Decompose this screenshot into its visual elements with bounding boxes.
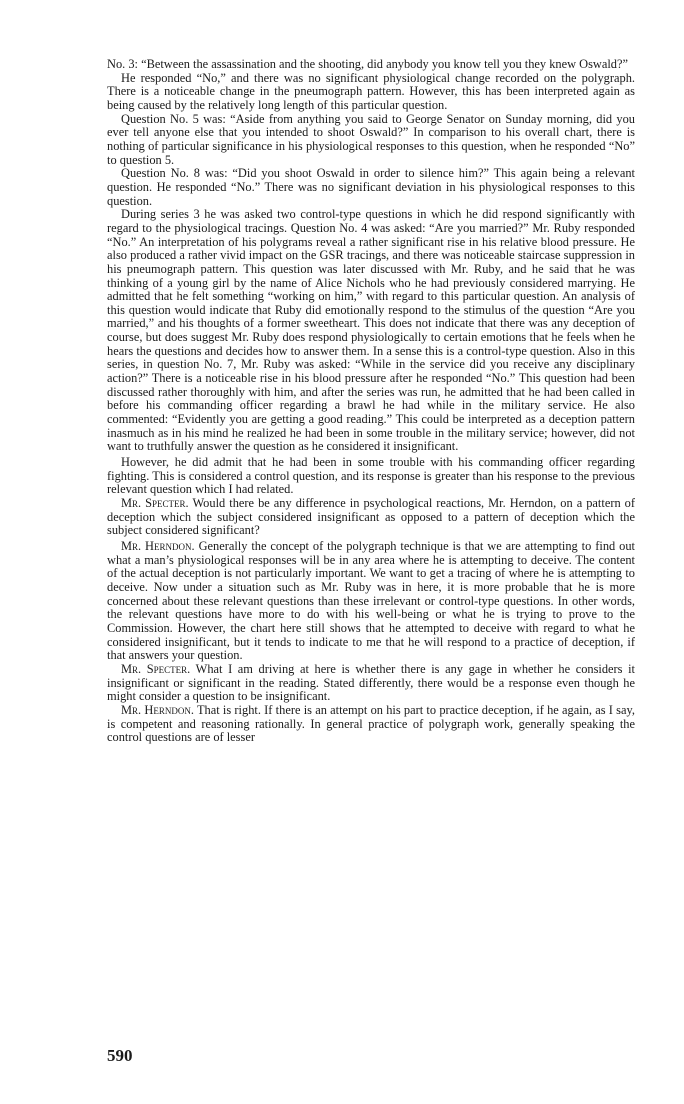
paragraph: Question No. 8 was: “Did you shoot Oswald in order to silence him?” This again being a relevant question. He responded “No.” There was no significant deviation in his physiological responses to this question. [107, 166, 635, 208]
testimony-text: Would there be any difference in psychological reactions, Mr. Herndon, on a pattern of deception which the subject considered insignificant as opposed to a pattern of deception which the subject considered significant? [107, 496, 636, 538]
testimony-text: What I am driving at here is whether there is any gage in whether he considers it insignificant or significant in the reading. Stated differently, there would be a response even though he might consider a question to be insignificant. [107, 661, 635, 704]
testimony-paragraph [107, 704, 635, 745]
paragraph: He responded “No,” and there was no significant physiological change recorded on the polygraph. There is a noticeable change in the pneumograph pattern. However, this has been interpreted again as being caused by the relatively long length of this particular question. [107, 70, 635, 112]
testimony-text: Generally the concept of the polygraph technique is that we are attempting to find out what a man’s physiological responses will be in any area where he is attempting to deceive. The content of the actual deception is not particularly important. We want to get a tracing of where he is attempting to deceive. Now under a situation such as Mr. Ruby was in here, it is more probable that he is more concerned about these relevant questions than these irrelevant or control-type questions. In other words, the relevant questions have more to do with his well-being or what he is trying to prove to the Commission. However, the chart here still shows that he attempted to deceive with regard to what he considered insignificant, but it tends to indicate to me that he will respond to a practice of deception, if that answers your question. [107, 538, 635, 663]
paragraph: Question No. 5 was: “Aside from anything you said to George Senator on Sunday morning, did you ever tell anyone else that you intended to shoot Oswald?” In comparison to his overall chart, there is nothing of particular significance in his physiological responses to this question, when he responded “No” to question 5. [107, 111, 635, 167]
speaker-name: Mr. Herndon. [121, 702, 194, 717]
paragraph: During series 3 he was asked two control-type questions in which he did respond significantly with regard to the physiological tracings. Question No. 4 was asked: “Are you married?” Mr. Ruby responded “No.” An interpretation of his polygrams reveal a rather significant rise in his relative blood pressure. He also produced a rather vivid impact on the GSR tracings, and there was noticeable staircase suppression in his pneumograph pattern. This question was later discussed with Mr. Ruby, and he said that he was thinking of a young girl by the name of Alice Nichols who he had previously considered marrying. He admitted that he felt something “working on him,” with regard to this particular question. An analysis of this question would indicate that Ruby did emotionally respond to the stimulus of the question “Are you married,” and his thoughts of a former sweetheart. This does not indicate that there was any deception of course, but does suggest Mr. Ruby does respond physiologically to certain emotions that he feels when he hears the questions and decides how to answer them. In a sense this is a control-type question. Also in this series, in question No. 7, Mr. Ruby was asked: “While in the service did you receive any disciplinary action?” There is a noticeable rise in his blood pressure after he responded “No.” This question had been discussed rather thoroughly with him, and after the series was run, he admitted that he had been called in before his commanding officer regarding a brawl he had while in the military service. He also commented: “Evidently you are getting a good reading.” This could be interpreted as a deception pattern inasmuch as in his mind he realized he had been in some trouble in the military service; however, did not want to truthfully answer the question as he considered it insignificant. [107, 207, 635, 454]
paragraph: However, he did admit that he had been in some trouble with his commanding officer regarding fighting. This is considered a control question, and its response is greater than his response to the previous relevant question which I had related. [107, 455, 635, 497]
speaker-name: Mr. Specter. [121, 496, 189, 510]
testimony-paragraph [107, 663, 635, 704]
testimony-text: That is right. If there is an attempt on his part to practice deception, if he again, as I say, is competent and reasoning rationally. In general practice of polygraph work, generally speaking the control questions are of lesser [107, 702, 635, 745]
document-body [107, 58, 635, 745]
speaker-name: Mr. Herndon. [121, 538, 195, 553]
testimony-paragraph [107, 540, 635, 663]
page-number: 590 [107, 1046, 133, 1065]
paragraph: No. 3: “Between the assassination and the shooting, did anybody you know tell you they knew Oswald?” [107, 57, 628, 71]
testimony-paragraph [107, 497, 635, 538]
speaker-name: Mr. Specter. [121, 661, 191, 676]
